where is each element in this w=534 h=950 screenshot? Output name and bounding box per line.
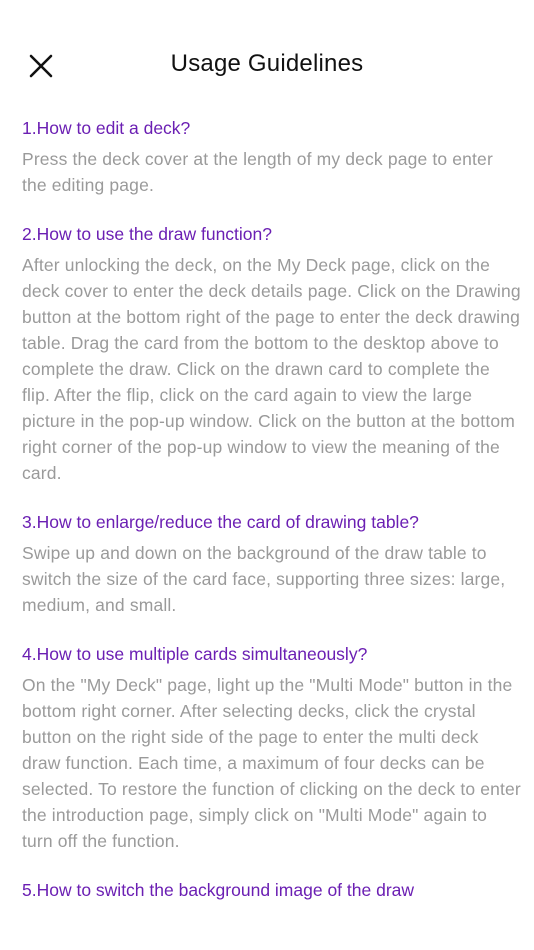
guideline-answer: On the "My Deck" page, light up the "Multi Mode" button in the bottom right corner. After selecting decks, click the crystal button on the right side of the page to enter the multi deck draw function. Each time, a maximum of four decks can be selected. To restore the function of clicking on the deck to enter the introduction page, simply click on "Multi Mode" again to turn off the function. xyxy=(22,675,521,851)
guideline-section-3 xyxy=(22,510,522,618)
guideline-section-4 xyxy=(22,642,522,854)
guideline-section-2 xyxy=(22,222,522,486)
guideline-question: 4.How to use multiple cards simultaneously? xyxy=(22,644,368,664)
guideline-question: 1.How to edit a deck? xyxy=(22,118,191,138)
guideline-answer: Press the deck cover at the length of my deck page to enter the editing page. xyxy=(22,149,493,195)
guideline-question: 3.How to enlarge/reduce the card of drawing table? xyxy=(22,512,419,532)
guidelines-list xyxy=(22,116,522,926)
guideline-question: 5.How to switch the background image of the draw xyxy=(22,880,415,900)
page-title: Usage Guidelines xyxy=(170,50,364,77)
guideline-section-5 xyxy=(22,878,522,902)
guideline-section-1 xyxy=(22,116,522,198)
header xyxy=(0,0,534,120)
guideline-answer: After unlocking the deck, on the My Deck page, click on the deck cover to enter the deck details page. Click on the Drawing button at the bottom right of the page to enter the deck drawing table. Drag the card from the bottom to the desktop above to complete the draw. Click on the drawn card to complete the flip. After the flip, click on the card again to view the large picture in the pop-up window. Click on the button at the bottom right corner of the pop-up window to view the meaning of the card. xyxy=(22,255,521,483)
guideline-question: 2.How to use the draw function? xyxy=(22,224,273,244)
guideline-answer: Swipe up and down on the background of the draw table to switch the size of the card face, supporting three sizes: large, medium, and small. xyxy=(22,543,506,615)
